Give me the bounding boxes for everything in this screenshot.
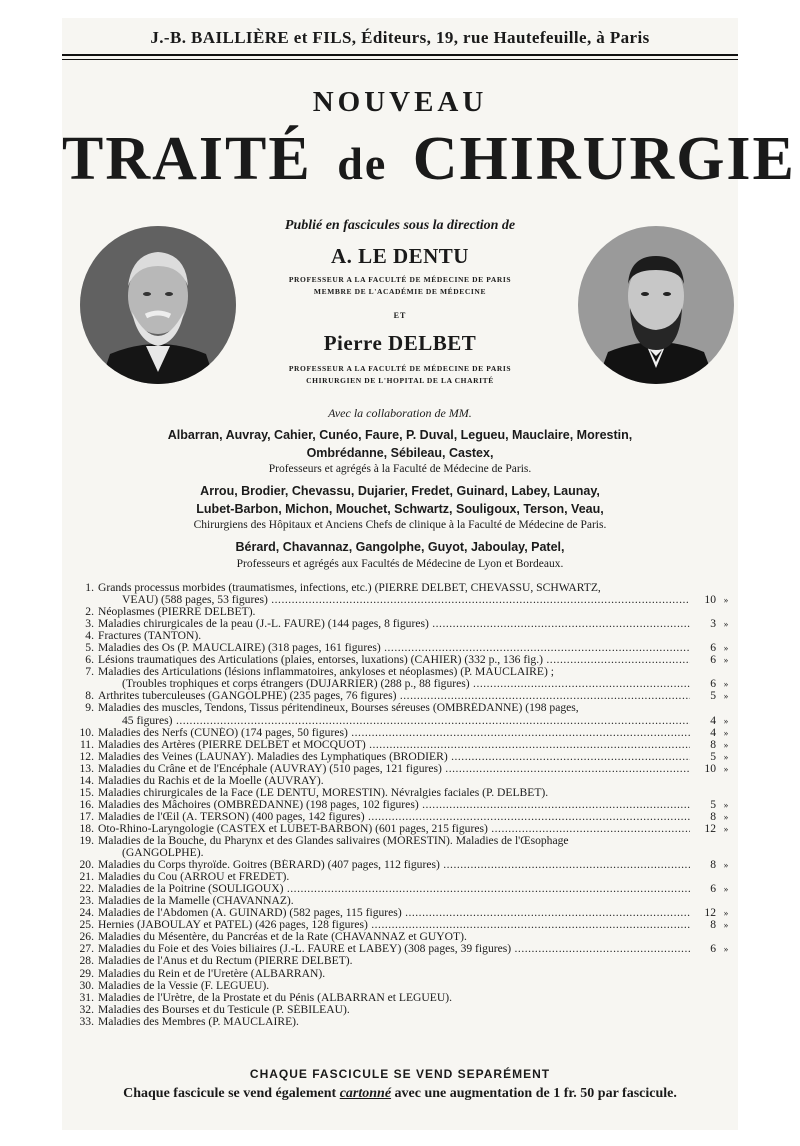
volume-number: 2. <box>85 605 94 619</box>
volume-number: 32. <box>79 1002 94 1016</box>
volume-price: 3 <box>710 617 716 631</box>
volume-price: 6 <box>710 641 716 655</box>
volume-title: (GANGOLPHE). <box>122 847 204 860</box>
volume-price: 8 <box>710 809 716 823</box>
director2-title2: CHIRURGIEN DE L'HOPITAL DE LA CHARITÉ <box>306 376 494 385</box>
title-part2: de <box>337 138 388 189</box>
conjunction: ET <box>393 311 407 320</box>
volume-price-mark: » <box>723 619 729 630</box>
volume-item <box>72 823 734 835</box>
volume-item <box>72 751 734 763</box>
volume-number: 21. <box>79 870 94 884</box>
volume-title: Oto-Rhino-Laryngologie (CASTEX et LUBET-BARBON) (601 pages, 215 figures) ..... <box>98 823 690 835</box>
volume-line <box>72 702 734 714</box>
collaborators-paris-line1: Albarran, Auvray, Cahier, Cunéo, Faure, P. Duval, Legueu, Mauclaire, Morestin, <box>167 428 633 442</box>
volume-title: Maladies du Corps thyroïde. Goitres (BÉRARD) (407 pages, 112 figures) ..... <box>98 859 690 871</box>
volume-number: 6. <box>85 653 94 667</box>
volume-title: Maladies de la Bouche, du Pharynx et des Glandes salivaires (MORESTIN). Maladies de l'Œsophage <box>98 834 569 847</box>
volume-price-mark: » <box>723 691 729 702</box>
volume-item <box>72 763 734 775</box>
volume-item <box>72 666 734 690</box>
director1-name: A. LE DENTU <box>331 244 469 268</box>
volume-title: Fractures (TANTON). <box>98 630 202 643</box>
volume-title: Maladies des Nerfs (CUNÉO) (174 pages, 50 figures) ..... <box>98 727 690 739</box>
volume-title: Néoplasmes (PIERRE DELBET). <box>98 606 256 619</box>
volume-title: Maladies de l'Œil (A. TERSON) (400 pages, 142 figures) ..... <box>98 811 690 823</box>
volume-line <box>72 618 734 630</box>
volume-number: 20. <box>79 858 94 872</box>
volume-item <box>72 799 734 811</box>
volume-price-mark: » <box>723 739 729 750</box>
volume-item <box>72 835 734 859</box>
volume-number: 33. <box>79 1014 94 1028</box>
volume-price: 12 <box>704 821 716 835</box>
volume-item <box>72 811 734 823</box>
volume-number: 22. <box>79 882 94 896</box>
volume-line <box>72 787 734 799</box>
volume-item <box>72 931 734 943</box>
volume-number: 12. <box>79 749 94 763</box>
header-rule-thin <box>62 59 738 60</box>
volume-price: 8 <box>710 858 716 872</box>
volume-item <box>72 787 734 799</box>
volume-line <box>72 980 734 992</box>
volume-number: 13. <box>79 761 94 775</box>
volume-line <box>72 678 734 690</box>
volume-price-mark: » <box>723 763 729 774</box>
volume-price-mark: » <box>723 860 729 871</box>
volume-line <box>72 799 734 811</box>
volume-title: Maladies des Articulations (lésions inflammatoires, ankyloses et néoplasmes) (P. MAUCLAIRE) ; <box>98 666 554 679</box>
volume-item <box>72 968 734 980</box>
collaborators-hospitals-line1: Arrou, Brodier, Chevassu, Dujarier, Fredet, Guinard, Labey, Launay, <box>200 484 600 498</box>
volume-number: 14. <box>79 773 94 787</box>
volume-line <box>72 775 734 787</box>
collaborators-paris-role: Professeurs et agrégés à la Faculté de Médecine de Paris. <box>268 463 532 475</box>
volume-title: (Troubles trophiques et corps étrangers (DUJARRIER) (288 p., 88 figures) ..... <box>122 678 690 690</box>
volume-line <box>72 895 734 907</box>
volume-line <box>72 847 734 859</box>
volume-number: 4. <box>85 629 94 643</box>
volume-title: Maladies de la Mamelle (CHAVANNAZ). <box>98 895 294 908</box>
volume-price: 8 <box>710 737 716 751</box>
volume-line <box>72 630 734 642</box>
volume-price-mark: » <box>723 751 729 762</box>
volume-price-mark: » <box>723 920 729 931</box>
volume-item <box>72 582 734 606</box>
volume-title: Maladies de la Vessie (F. LEGUEU). <box>98 979 270 992</box>
volume-price: 10 <box>704 593 716 607</box>
volume-line <box>72 823 734 835</box>
volume-price: 12 <box>704 906 716 920</box>
volume-number: 30. <box>79 978 94 992</box>
volume-price: 10 <box>704 761 716 775</box>
volume-item <box>72 1004 734 1016</box>
volume-line <box>72 763 734 775</box>
volume-price: 5 <box>710 689 716 703</box>
volume-price-mark: » <box>723 823 729 834</box>
volume-title: Maladies du Crâne et de l'Encéphale (AUVRAY) (510 pages, 121 figures) ..... <box>98 763 690 775</box>
volume-item <box>72 739 734 751</box>
volume-line <box>72 715 734 727</box>
director2-title1: PROFESSEUR A LA FACULTÉ DE MÉDECINE DE PARIS <box>288 364 512 373</box>
header-rule <box>62 54 738 56</box>
volume-line <box>72 992 734 1004</box>
volume-title: Arthrites tuberculeuses (GANGOLPHE) (235 pages, 76 figures) ..... <box>98 690 690 702</box>
volume-title: Maladies des Artères (PIERRE DELBET et MOCQUOT) ..... <box>98 739 690 751</box>
volume-price: 6 <box>710 882 716 896</box>
volume-price-mark: » <box>723 811 729 822</box>
volume-number: 5. <box>85 641 94 655</box>
volume-line <box>72 582 734 594</box>
volume-price-mark: » <box>723 944 729 955</box>
main-title <box>62 125 796 193</box>
volume-title: Maladies de l'Urètre, de la Prostate et du Pénis (ALBARRAN et LEGUEU). <box>98 991 453 1004</box>
volume-price: 6 <box>710 942 716 956</box>
volume-price: 5 <box>710 797 716 811</box>
volume-title: Maladies des Os (P. MAUCLAIRE) (318 pages, 161 figures) ..... <box>98 642 690 654</box>
collaborators-hospitals-line2: Lubet-Barbon, Michon, Mouchet, Schwartz, Souligoux, Terson, Veau, <box>196 502 604 516</box>
volume-line <box>72 907 734 919</box>
volume-title: 45 figures) ..... <box>122 715 690 727</box>
volume-item <box>72 690 734 702</box>
published-line: Publié en fascicules sous la direction de <box>284 218 516 233</box>
volume-item <box>72 702 734 726</box>
volume-line <box>72 727 734 739</box>
volume-price-mark: » <box>723 679 729 690</box>
volume-item <box>72 654 734 666</box>
volume-number: 8. <box>85 689 94 703</box>
volume-price: 6 <box>710 653 716 667</box>
footer-notice: CHAQUE FASCICULE SE VEND SEPARÉMENT <box>249 1067 551 1081</box>
volume-title: VEAU) (588 pages, 53 figures) ..... <box>122 594 690 606</box>
volume-item <box>72 992 734 1004</box>
volume-number: 18. <box>79 821 94 835</box>
volume-price-mark: » <box>723 727 729 738</box>
volume-price-mark: » <box>723 908 729 919</box>
volume-number: 19. <box>79 833 94 847</box>
footer-emphasis: cartonné <box>339 1086 392 1101</box>
volume-number: 25. <box>79 918 94 932</box>
title-part3: CHIRURGIE <box>412 125 796 193</box>
volume-line <box>72 859 734 871</box>
volume-number: 16. <box>79 797 94 811</box>
volume-number: 24. <box>79 906 94 920</box>
volume-price-mark: » <box>723 884 729 895</box>
volume-title: Maladies du Foie et des Voies biliaires (J.-L. FAURE et LABEY) (308 pages, 39 figures) ..... <box>98 943 690 955</box>
volume-number: 1. <box>85 581 94 594</box>
volume-title: Maladies du Cou (ARROU et FREDET). <box>98 871 290 884</box>
volume-item <box>72 727 734 739</box>
volume-item <box>72 980 734 992</box>
volume-line <box>72 931 734 943</box>
volume-title: Maladies des Membres (P. MAUCLAIRE). <box>98 1015 299 1028</box>
volume-title: Maladies chirurgicales de la peau (J.-L. FAURE) (144 pages, 8 figures) ..... <box>98 618 690 630</box>
collaborators-lyon-line1: Bérard, Chavannaz, Gangolphe, Guyot, Jaboulay, Patel, <box>235 540 565 554</box>
volume-line <box>72 654 734 666</box>
volume-number: 31. <box>79 990 94 1004</box>
volume-price: 6 <box>710 677 716 691</box>
footer-text-post: avec une augmentation de 1 fr. 50 par fascicule. <box>394 1086 677 1101</box>
volume-item <box>72 955 734 967</box>
volume-line <box>72 606 734 618</box>
volume-price-mark: » <box>723 715 729 726</box>
volume-item <box>72 606 734 618</box>
volume-item <box>72 943 734 955</box>
volume-number: 28. <box>79 954 94 968</box>
volume-line <box>72 666 734 678</box>
director2-name: Pierre DELBET <box>323 331 477 355</box>
publisher-header: J.-B. BAILLIÈRE et FILS, Éditeurs, 19, rue Hautefeuille, à Paris <box>150 28 650 47</box>
volume-number: 3. <box>85 617 94 631</box>
volume-title: Maladies de la Poitrine (SOULIGOUX) ..... <box>98 883 690 895</box>
volume-line <box>72 968 734 980</box>
volume-line <box>72 811 734 823</box>
volume-line <box>72 751 734 763</box>
volume-line <box>72 943 734 955</box>
volume-item <box>72 1016 734 1028</box>
overline: NOUVEAU <box>312 86 488 118</box>
volume-title: Lésions traumatiques des Articulations (plaies, entorses, luxations) (CAHIER) (332 p., 136 fig.) ..... <box>98 654 690 666</box>
volume-item <box>72 642 734 654</box>
volume-price: 5 <box>710 749 716 763</box>
volume-number: 23. <box>79 894 94 908</box>
collaborators-lyon-role: Professeurs et agrégés aux Facultés de Médecine de Lyon et Bordeaux. <box>236 558 564 570</box>
volume-price: 4 <box>710 713 716 727</box>
volume-number: 15. <box>79 785 94 799</box>
volume-item <box>72 618 734 630</box>
volume-price-mark: » <box>723 799 729 810</box>
volume-title: Maladies du Mésentère, du Pancréas et de la Rate (CHAVANNAZ et GUYOT). <box>98 931 467 944</box>
volume-title: Maladies chirurgicales de la Face (LE DENTU, MORESTIN). Névralgies faciales (P. DELBET). <box>98 786 549 799</box>
director1-title2: MEMBRE DE L'ACADÉMIE DE MÉDECINE <box>313 287 487 296</box>
director1-title1: PROFESSEUR A LA FACULTÉ DE MÉDECINE DE PARIS <box>288 275 512 284</box>
volume-price: 8 <box>710 918 716 932</box>
volume-item <box>72 883 734 895</box>
volume-line <box>72 594 734 606</box>
collaborators-paris-line2: Ombrédanne, Sébileau, Castex, <box>306 446 494 460</box>
volume-item <box>72 859 734 871</box>
volume-title: Hernies (JABOULAY et PATEL) (426 pages, 128 figures) ..... <box>98 919 690 931</box>
volume-number: 29. <box>79 966 94 980</box>
volume-line <box>72 642 734 654</box>
volume-title: Maladies des Veines (LAUNAY). Maladies des Lymphatiques (BRODIER) ..... <box>98 751 690 763</box>
volume-line <box>72 883 734 895</box>
volume-line <box>72 739 734 751</box>
volume-line <box>72 1004 734 1016</box>
volume-number: 11. <box>79 737 94 751</box>
advertisement-page <box>62 18 796 1130</box>
volume-line <box>72 871 734 883</box>
volume-item <box>72 895 734 907</box>
volume-item <box>72 630 734 642</box>
volume-price-mark: » <box>723 655 729 666</box>
volume-title: Maladies des Mâchoires (OMBRÉDANNE) (198 pages, 102 figures) ..... <box>98 799 690 811</box>
collaborators-hospitals-role: Chirurgiens des Hôpitaux et Anciens Chefs de clinique à la Faculté de Médecine de Paris. <box>193 519 607 531</box>
volume-item <box>72 775 734 787</box>
volume-price-mark: » <box>723 643 729 654</box>
volume-number: 7. <box>85 665 94 679</box>
volume-price: 4 <box>710 725 716 739</box>
volume-title: Maladies des muscles, Tendons, Tissus péritendineux, Bourses séreuses (OMBRÉDANNE) (198 pages, <box>98 702 579 715</box>
volume-number: 26. <box>79 930 94 944</box>
volume-number: 27. <box>79 942 94 956</box>
volume-line <box>72 955 734 967</box>
volume-title: Grands processus morbides (traumatismes, infections, etc.) (PIERRE DELBET, CHEVASSU, SCHWARTZ, <box>98 582 601 594</box>
volume-title: Maladies du Rein et de l'Uretère (ALBARRAN). <box>98 967 326 980</box>
volume-item <box>72 871 734 883</box>
volume-title: Maladies de l'Anus et du Rectum (PIERRE DELBET). <box>98 955 353 968</box>
collaboration-intro: Avec la collaboration de MM. <box>328 406 472 420</box>
footer-price-note <box>62 1086 738 1102</box>
volume-line <box>72 919 734 931</box>
volume-line <box>72 690 734 702</box>
volume-number: 17. <box>79 809 94 823</box>
volume-item <box>72 907 734 919</box>
volume-title: Maladies des Bourses et du Testicule (P. SÉBILEAU). <box>98 1003 350 1016</box>
volume-line <box>72 835 734 847</box>
volume-title: Maladies de l'Abdomen (A. GUINARD) (582 pages, 115 figures) ..... <box>98 907 690 919</box>
volume-line <box>72 1016 734 1028</box>
volume-number: 10. <box>79 725 94 739</box>
title-part1: TRAITÉ <box>62 125 312 193</box>
footer-text-pre: Chaque fascicule se vend également <box>123 1086 337 1101</box>
volume-number: 9. <box>85 701 94 715</box>
volume-price-mark: » <box>723 595 729 606</box>
volume-title: Maladies du Rachis et de la Moelle (AUVRAY). <box>98 774 324 787</box>
volume-item <box>72 919 734 931</box>
volume-list <box>72 582 734 1028</box>
